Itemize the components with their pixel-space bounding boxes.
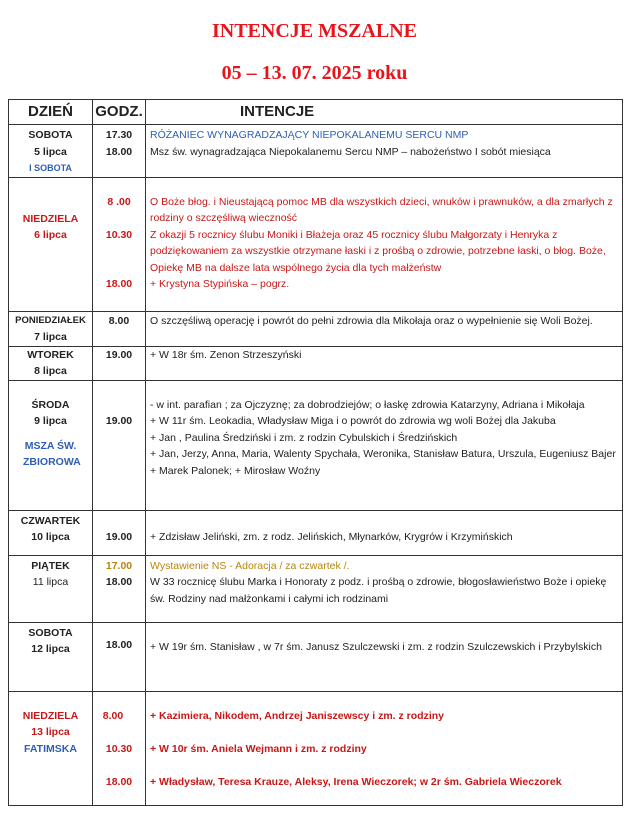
intentions-cell xyxy=(146,125,623,178)
time-value: 18.00 xyxy=(105,145,133,158)
time-cell xyxy=(93,555,146,622)
day-date: 7 lipca xyxy=(34,331,67,343)
day-cell xyxy=(9,380,93,510)
day-cell xyxy=(9,691,93,805)
day-date: 11 lipca xyxy=(32,576,69,588)
table-row xyxy=(9,311,623,346)
intentions-cell xyxy=(146,380,623,510)
table-row xyxy=(9,125,623,178)
intentions-cell xyxy=(146,311,623,346)
day-name: SOBOTA xyxy=(28,626,73,639)
day-cell xyxy=(9,622,93,691)
intentions-cell xyxy=(146,622,623,691)
day-date: 10 lipca xyxy=(31,531,70,543)
time-value: 19.00 xyxy=(105,530,133,543)
time-value: 18.00 xyxy=(105,638,133,651)
day-date: 12 lipca xyxy=(31,643,70,655)
intention: + Marek Palonek; + Mirosław Woźny xyxy=(150,464,321,477)
time-value: 17.00 xyxy=(105,559,133,572)
day-name: NIEDZIELA xyxy=(22,212,79,225)
time-value: 19.00 xyxy=(105,348,133,361)
page-title: INTENCJE MSZALNE xyxy=(211,20,418,42)
intentions-table xyxy=(8,99,623,806)
intention: + Zdzisław Jeliński, zm. z rodz. Jelińskich, Młynarków, Krygrów i Krzymińskich xyxy=(150,530,513,543)
time-value: 18.00 xyxy=(105,576,133,588)
page-subtitle: 05 – 13. 07. 2025 roku xyxy=(221,62,408,84)
day-cell xyxy=(9,125,93,178)
time-cell xyxy=(93,691,146,805)
intention: W 33 rocznicę ślubu Marka i Honoraty z podz. i prośbą o zdrowie, błogosławieństwo Boże i opiekę św. Rodziny nad małżonkami i całymi ich rodzinami xyxy=(150,576,607,605)
time-cell xyxy=(93,380,146,510)
time-value: 8.00 xyxy=(108,314,130,327)
day-name: SOBOTA xyxy=(28,129,73,141)
time-cell xyxy=(93,177,146,311)
intention: O szczęśliwą operację i powrót do pełni zdrowia dla Mikołaja oraz o wypełnienie się Woli Bożej. xyxy=(150,314,593,327)
day-date: 13 lipca xyxy=(31,726,70,738)
day-date: 9 lipca xyxy=(34,415,67,427)
day-date: 6 lipca xyxy=(34,229,67,241)
time-value: 10.30 xyxy=(105,228,133,241)
day-note: FATIMSKA xyxy=(24,742,77,755)
time-value: 18.00 xyxy=(105,775,133,788)
day-name: PONIEDZIAŁEK xyxy=(15,314,86,326)
intention: RÓŻANIEC WYNAGRADZAJĄCY NIEPOKALANEMU SERCU NMP xyxy=(150,129,469,141)
intention: + Jan, Jerzy, Anna, Maria, Walenty Spychała, Weronika, Stanisław Batura, Urszula, Eugeniusz Bajer xyxy=(150,448,616,460)
intention: + Jan , Paulina Średziński i zm. z rodzin Cybulskich i Średzińskich xyxy=(150,431,458,444)
day-cell xyxy=(9,311,93,346)
table-row xyxy=(9,622,623,691)
intentions-cell xyxy=(146,510,623,555)
table-row xyxy=(9,177,623,311)
table-row xyxy=(9,691,623,805)
table-row xyxy=(9,380,623,510)
day-name: ŚRODA xyxy=(31,398,70,411)
header-row xyxy=(9,100,623,125)
day-name: PIĄTEK xyxy=(31,559,70,572)
intention: + Władysław, Teresa Krauze, Aleksy, Irena Wieczorek; w 2r śm. Gabriela Wieczorek xyxy=(150,775,562,788)
intention: Z okazji 5 rocznicy ślubu Moniki i Błażeja oraz 45 rocznicy ślubu Małgorzaty i Henryka z podziękowaniem za wszystkie otrzymane łaski i z prośbą o zdrowie, potrzebne łaski, o błog. Boże, Opiekę MB na dalsze lata wspólnego życia dla tych małżeństw xyxy=(150,228,606,274)
header-time: GODZ. xyxy=(93,100,146,125)
intention: Wystawienie NS - Adoracja / za czwartek /. xyxy=(150,559,350,572)
day-name: CZWARTEK xyxy=(20,514,81,527)
day-date: 5 lipca xyxy=(34,145,67,158)
intention: + W 10r śm. Aniela Wejmann i zm. z rodziny xyxy=(150,742,367,755)
time-cell xyxy=(93,510,146,555)
time-cell xyxy=(93,346,146,380)
time-value: 17.30 xyxy=(105,129,133,141)
header-intentions: INTENCJE xyxy=(146,100,623,125)
day-note: I SOBOTA xyxy=(29,163,72,173)
time-value: 10.30 xyxy=(105,742,133,755)
time-value: 8.00 xyxy=(102,709,124,722)
day-cell xyxy=(9,346,93,380)
intention: + W 18r śm. Zenon Strzeszyński xyxy=(150,348,302,361)
day-cell xyxy=(9,510,93,555)
time-value: 8 .00 xyxy=(107,195,131,208)
day-name: NIEDZIELA xyxy=(22,709,79,722)
intention: - w int. parafian ; za Ojczyznę; za dobrodziejów; o łaskę zdrowia Katarzyny, Adriana i Mikołaja xyxy=(150,398,585,411)
day-cell xyxy=(9,177,93,311)
time-value: 18.00 xyxy=(105,278,133,290)
table-row xyxy=(9,555,623,622)
intention: + W 19r śm. Stanisław , w 7r śm. Janusz Szulczewski i zm. z rodzin Szulczewskich i Przybylskich xyxy=(150,640,602,653)
intention: + W 11r śm. Leokadia, Władysław Miga i o powrót do zdrowia wg woli Bożej dla Jakuba xyxy=(150,415,556,427)
intention: + Krystyna Stypińska – pogrz. xyxy=(150,278,290,290)
header-day: DZIEŃ xyxy=(9,100,93,125)
day-note: MSZA ŚW. ZBIOROWA xyxy=(23,439,81,468)
intention: Msz św. wynagradzająca Niepokalanemu Sercu NMP – nabożeństwo I sobót miesiąca xyxy=(150,145,551,158)
day-cell xyxy=(9,555,93,622)
intentions-cell xyxy=(146,346,623,380)
table-row xyxy=(9,346,623,380)
day-date: 8 lipca xyxy=(34,365,67,377)
time-cell xyxy=(93,125,146,178)
intentions-cell xyxy=(146,177,623,311)
intention: + Kazimiera, Nikodem, Andrzej Janiszewscy i zm. z rodziny xyxy=(150,709,444,722)
intention: O Boże błog. i Nieustającą pomoc MB dla wszystkich dzieci, wnuków i prawnuków, a dla zmarłych z rodziny o szczęśliwą wieczność xyxy=(150,195,613,224)
table-row xyxy=(9,510,623,555)
day-name: WTOREK xyxy=(27,348,74,361)
time-cell xyxy=(93,311,146,346)
intentions-cell xyxy=(146,555,623,622)
time-value: 19.00 xyxy=(105,414,133,427)
intentions-cell xyxy=(146,691,623,805)
time-cell xyxy=(93,622,146,691)
